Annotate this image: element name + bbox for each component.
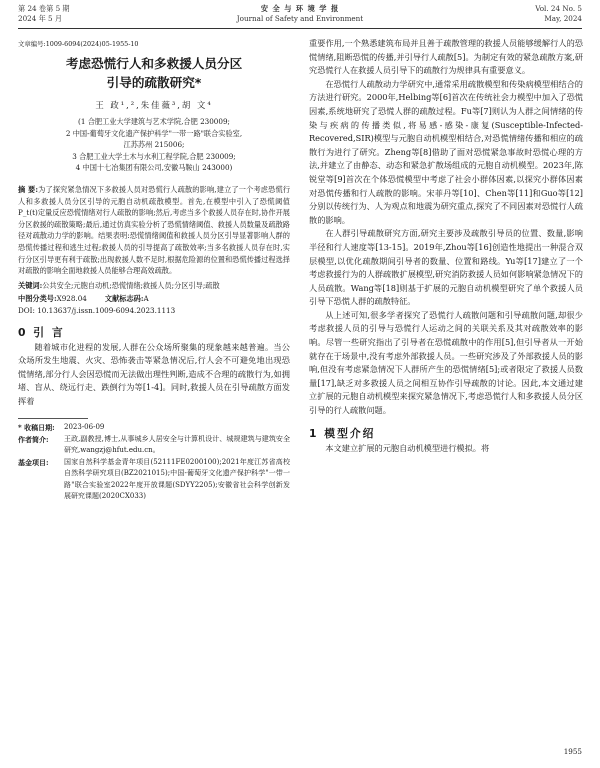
title-line-2: 引导的疏散研究* bbox=[106, 75, 202, 90]
keywords-label: 关键词: bbox=[18, 280, 43, 290]
header-right bbox=[535, 4, 582, 24]
footnote-rule bbox=[18, 418, 88, 419]
article-number: 文章编号:1009-6094(2024)05-1955-10 bbox=[18, 40, 139, 48]
footnote-fund bbox=[18, 457, 290, 503]
article-title bbox=[18, 54, 290, 92]
section-heading-model: 1 模型介绍 bbox=[309, 426, 376, 440]
affiliation-line: 江苏苏州 215006; bbox=[123, 140, 185, 150]
fund-label: 基金项目: bbox=[18, 457, 49, 467]
right-column bbox=[309, 37, 583, 455]
journal-name-cn: 安 全 与 环 境 学 报 bbox=[260, 4, 340, 13]
body-paragraph: 随着城市化进程的发展,人群在公众场所聚集的现象越来越普遍。当公众场所发生地震、火灾、恐怖袭击等紧急情况后,行人会不可避免地出现恐慌情绪,部分行人会因恐慌而无法做出理性判断,造成不合理的疏散行为,如拥堵、盲从、绕远行走、跌倒行为等[1-4]。同时,救援人员在引导疏散方面发挥着 bbox=[18, 341, 290, 406]
affiliation-line: 4 中国十七冶集团有限公司,安徽马鞍山 243000) bbox=[75, 163, 233, 173]
body-paragraph: 在恐慌行人疏散动力学研究中,通常采用疏散模型和传染病模型相结合的方法进行研究。2000年,Helbing等[6]首次在传统社会力模型中加入了恐慌因素,系统地研究了恐慌人群的疏散过程。Fu等[7]则认为人群之间情绪的传染与疾病的传播类似,将易感-感染-康复(Susceptible-Infected-Recovered,SIR)模型与元胞自动机模型相结合,对恐慌情绪传播和相应的疏散行为进行了研究。Zheng等[8]借助了面对恐慌紧急事故时恐慌心理的方法,并建立了由静态、动态和紧急扩散场组成的元胞自动机模型。2023年,陈锐堂等[9]首次在个体恐慌模型中考虑了社会小群体因素,以探究小群体因素对恐慌传播和行人疏散的影响。宋菲丹等[10]、Chen等[11]和Guo等[12]分别以传统行为、人为观点和地震为研究重点,探究了不同因素对恐慌行人疏散的影响。 bbox=[309, 78, 583, 225]
fund-text: 国家自然科学基金青年项目(52111FE0200100);2021年度江苏省高校自然科学研究项目(BZ2021015);中国-葡萄牙文化遗产保护科学"一带一路"联合实验室2022年度开放课题(SDYY2205);安徽省社会科学创新发展研究课题(2020CX033) bbox=[64, 457, 290, 500]
authors: 王 政¹,²,朱佳薇³,胡 文⁴ bbox=[95, 100, 213, 110]
affiliation-line: 2 中国-葡萄牙文化遗产保护科学"一带一路"联合实验室, bbox=[65, 128, 243, 138]
clc-code bbox=[18, 294, 87, 303]
author-bio-label: 作者简介: bbox=[18, 434, 49, 444]
journal-name-en: Journal of Safety and Environment bbox=[236, 14, 364, 23]
footnotes bbox=[18, 422, 290, 502]
clc-value: X928.04 bbox=[56, 294, 87, 304]
doc-label: 文献标志码: bbox=[104, 294, 144, 304]
clc-label: 中图分类号: bbox=[18, 294, 57, 304]
header-center bbox=[18, 4, 582, 24]
received-label: * 收稿日期: bbox=[18, 423, 55, 433]
doi: DOI: 10.13637/j.issn.1009-6094.2023.1113 bbox=[18, 305, 176, 315]
keywords-text: 公共安全;元胞自动机;恐慌情绪;救援人员;分区引导;疏散 bbox=[42, 280, 220, 290]
volume-en: Vol. 24 No. 5 bbox=[535, 4, 582, 13]
body-paragraph: 本文建立扩展的元胞自动机模型进行模拟。将 bbox=[325, 442, 490, 453]
header-rule bbox=[18, 28, 582, 29]
abstract-text: 为了探究紧急情况下多救援人员对恐慌行人疏散的影响,建立了一个考虑恐慌行人和多救援人员分区引导的元胞自动机疏散模型。首先,在模型中引入了恐慌阈值 P_t(t)定量反应恐慌情绪对行人疏散的影响;然后,考虑当多个救援人员存在时,协作开展分区救援的疏散策略;最后,通过仿真实验分析了恐慌情绪阈值、救援人员数量及疏散路径对疏散动力学的影响。结果表明:恐慌情绪阈值和救援人员分区引导显著影响人群的恐慌传播过程和逃生过程;救援人员的引导提高了疏散效率;当多名救援人员存在时,实行分区引导更有利于疏散;出现救援人数不足时,根据危险源的位置和恐慌传播过程选择对疏散的影响全面地救援人员能够合理高效疏散。 bbox=[18, 184, 291, 276]
volume-cn: 第 24 卷第 5 期 bbox=[18, 4, 70, 13]
page-number: 1955 bbox=[563, 747, 582, 756]
abstract bbox=[18, 184, 290, 277]
author-bio-text: 王政,副教授,博士,从事城乡人居安全与计算机设计、城规建筑与建筑安全研究,wangzj@hfut.edu.cn。 bbox=[64, 434, 290, 455]
date-en: May, 2024 bbox=[544, 14, 582, 23]
affiliation-line: 3 合肥工业大学土木与水利工程学院,合肥 230009; bbox=[72, 151, 236, 161]
doc-code bbox=[105, 294, 149, 303]
body-paragraph: 在人群引导疏散研究方面,研究主要涉及疏散引导员的位置、数量,影响半径和行人速度等[13-15]。2019年,Zhou等[16]创造性地提出一种混合双层模型,以优化疏散期间引导者的数量、位置和路线。Yu等[17]建立了一个考虑救援行为的人群疏散扩展模型,研究消防救援人员如何影响紧急情况下的人员疏散。Wang等[18]则基于扩展的元胞自动机模型研究了单个救援人员引导下恐慌人群的疏散特征。 bbox=[309, 228, 583, 307]
title-line-1: 考虑恐慌行人和多救援人员分区 bbox=[65, 56, 243, 71]
section-heading-intro: 0 引 言 bbox=[18, 325, 65, 339]
date-cn: 2024 年 5 月 bbox=[18, 14, 63, 23]
body-paragraph: 从上述可知,很多学者探究了恐慌行人疏散问题和引导疏散问题,却很少考虑救援人员的引导与恐慌行人运动之间的关联关系及其对疏散效率的影响。尽管一些研究指出了引导者在恐慌疏散中的作用[5],但引导者从一开始就存在于场景中,没有考虑外部救援人员。一些研究涉及了外部救援人员的影响,但没有考虑紧急情况下人群所产生的恐慌情绪[5];或者限定了救援人员数量[17],缺乏对多救援人员之间相互协作引导疏散的讨论。因此,本文通过建立扩展的元胞自动机模型来探究紧急情况下,考虑恐慌行人和多救援人员分区引导的行人疏散问题。 bbox=[309, 309, 583, 416]
affiliation-line: (1 合肥工业大学建筑与艺术学院,合肥 230009; bbox=[78, 117, 230, 126]
footnote-received bbox=[18, 422, 290, 433]
received-date: 2023-06-09 bbox=[64, 423, 105, 432]
classification bbox=[18, 293, 290, 305]
affiliations bbox=[18, 116, 290, 174]
footnote-author bbox=[18, 434, 290, 457]
page-header bbox=[18, 3, 582, 33]
abstract-label: 摘 要: bbox=[18, 184, 38, 194]
left-column bbox=[18, 37, 290, 502]
doc-value: A bbox=[143, 294, 149, 304]
body-paragraph: 重要作用,一个熟悉建筑布局并且善于疏散管理的救援人员能够缓解行人的恐慌情绪,阻断恐慌的传播,并引导行人疏散[5]。为制定有效的紧急疏散方案,研究恐慌行人在救援人员引导下的疏散行为规律具有重要意义。 bbox=[309, 38, 583, 76]
keywords bbox=[18, 280, 290, 292]
